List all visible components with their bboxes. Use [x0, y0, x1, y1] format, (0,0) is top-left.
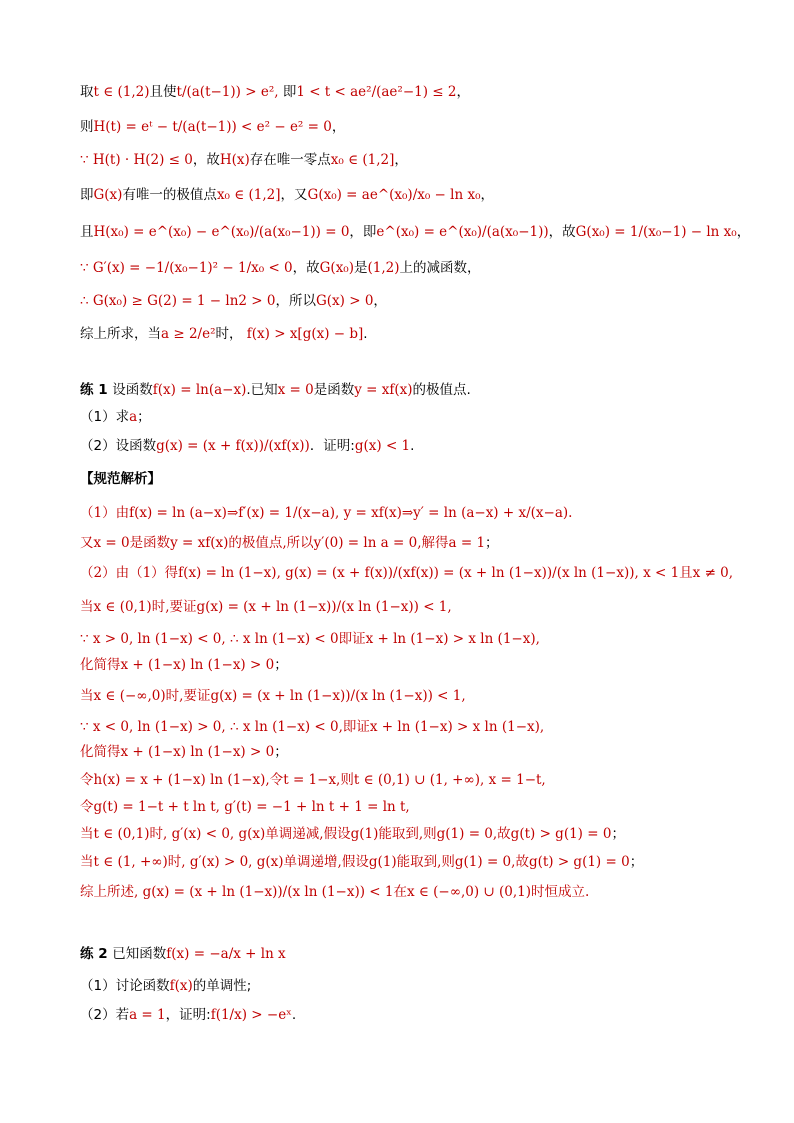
- text-run: ；: [274, 657, 288, 673]
- math-run: g(x) = (x + f(x))/(xf(x)): [156, 438, 310, 454]
- math-run: 令h(x) = x + (1−x) ln (1−x),令t = 1−x,则t ∈ (0,1) ∪ (1, +∞), x = 1−t,: [80, 772, 546, 788]
- exercise1-solution-8: [80, 717, 544, 737]
- text-run: ，: [394, 152, 408, 168]
- solution-line-3: [80, 150, 408, 170]
- exercise1-solution-3: [80, 563, 733, 583]
- math-run: ∵ x < 0, ln (1−x) > 0, ∴ x ln (1−x) < 0,即证x + ln (1−x) > x ln (1−x),: [80, 719, 545, 735]
- text-run: ，: [736, 224, 751, 240]
- math-run: ∵ H(t) · H(2) ≤ 0: [80, 152, 193, 168]
- math-run: ∵ G′(x) = −1/(x₀−1)² − 1/x₀ < 0: [80, 260, 293, 276]
- text-run: ；: [274, 744, 288, 760]
- text-run: 且使: [149, 84, 177, 100]
- text-run: 设函数: [112, 382, 153, 398]
- text-run: ，所以: [275, 293, 316, 309]
- math-run: a = 1: [129, 1007, 166, 1023]
- exercise1-solution-12: [80, 824, 625, 844]
- math-run: G(x₀): [319, 260, 354, 276]
- text-run: 时，: [215, 326, 243, 342]
- math-run: （1）由: [80, 505, 130, 521]
- text-run: 是: [353, 260, 368, 276]
- math-run: f(x) > x[g(x) − b]: [242, 326, 364, 342]
- text-run: ；: [485, 535, 499, 551]
- text-run: 有唯一的极值点: [122, 187, 217, 203]
- math-run: H(t) = eᵗ − t/(a(t−1)) < e² − e² = 0: [93, 119, 332, 135]
- text-run: ．证明:: [309, 438, 355, 454]
- exercise1-question-2: [80, 436, 414, 456]
- text-run: ；: [137, 409, 151, 425]
- text-run: .: [291, 1007, 297, 1023]
- math-run: 当x ∈ (−∞,0)时,要证g(x) = (x + ln (1−x))/(x ln (1−x)) < 1,: [80, 688, 466, 704]
- text-run: ，又: [280, 187, 308, 203]
- math-run: G(x) > 0: [316, 293, 374, 309]
- math-run: G(x): [93, 187, 123, 203]
- text-run: ，故: [548, 224, 576, 240]
- math-run: H(x): [219, 152, 250, 168]
- text-run: ；: [611, 826, 625, 842]
- text-run: 存在唯一零点: [249, 152, 331, 168]
- solution-line-1: [80, 82, 470, 102]
- math-run: t ∈ (1,2): [93, 84, 150, 100]
- text-run: 即: [80, 187, 94, 203]
- math-run: G(x₀) = ae^(x₀)/x₀ − ln x₀: [307, 187, 481, 203]
- text-run: 综上所求，当: [80, 326, 161, 342]
- math-run: G(x₀) = 1/(x₀−1) − ln x₀: [575, 224, 737, 240]
- text-run: ，故: [292, 260, 320, 276]
- math-run: 当x ∈ (0,1)时,要证g(x) = (x + ln (1−x))/(x ln (1−x)) < 1,: [80, 599, 452, 615]
- math-run: f(x) = −a/x + ln x: [166, 946, 286, 962]
- exercise1-solution-13: [80, 852, 643, 872]
- text-run: ，: [373, 293, 387, 309]
- solution-line-5: [80, 222, 750, 242]
- exercise1-solution-5: [80, 629, 540, 649]
- math-run: 化简得x + (1−x) ln (1−x) > 0: [80, 744, 275, 760]
- math-run: x₀ ∈ (1,2]: [216, 187, 281, 203]
- math-run: 令g(t) = 1−t + t ln t, g′(t) = −1 + ln t + 1 = ln t,: [80, 799, 410, 815]
- math-run: ∴ G(x₀) ≥ G(2) = 1 − ln2 > 0: [80, 293, 276, 309]
- math-run: 当t ∈ (0,1)时, g′(x) < 0, g(x)单调递减,假设g(1)能取到,则g(1) = 0,故g(t) > g(1) = 0: [80, 826, 612, 842]
- exercise1-solution-1: [80, 503, 572, 523]
- math-run: x₀ ∈ (1,2]: [330, 152, 395, 168]
- text-run: ，: [480, 187, 494, 203]
- text-run: 练 1: [80, 382, 113, 398]
- text-run: .: [363, 326, 368, 342]
- text-run: .已知: [246, 382, 278, 398]
- math-run: g(x) < 1: [354, 438, 411, 454]
- exercise1-solution-10: [80, 770, 546, 790]
- exercise1-solution-9: [80, 742, 288, 762]
- math-run: a: [129, 409, 138, 425]
- text-run: 练 2: [80, 946, 113, 962]
- math-run: 综上所述, g(x) = (x + ln (1−x))/(x ln (1−x)) < 1在x ∈ (−∞,0) ∪ (0,1)时恒成立.: [80, 884, 590, 900]
- math-run: x = 0: [277, 382, 314, 398]
- text-run: ，即: [349, 224, 377, 240]
- text-run: （2）若: [80, 1007, 130, 1023]
- exercise2-question-1: [80, 976, 251, 996]
- math-run: e^(x₀) = e^(x₀)/(a(x₀−1)): [376, 224, 549, 240]
- exercise1-title: [80, 380, 471, 400]
- text-run: 则: [80, 119, 94, 135]
- solution-line-2: [80, 117, 345, 137]
- solution-line-6: [80, 258, 481, 278]
- math-run: 化简得x + (1−x) ln (1−x) > 0: [80, 657, 275, 673]
- text-run: 已知函数: [112, 946, 167, 962]
- exercise1-solution-6: [80, 655, 288, 675]
- text-run: ，: [456, 84, 470, 100]
- math-run: f(1/x) > −eˣ: [210, 1007, 292, 1023]
- math-run: (1,2): [367, 260, 400, 276]
- exercise1-solution-4: [80, 597, 452, 617]
- math-run: a ≥ 2/e²: [161, 326, 216, 342]
- text-run: 是函数: [313, 382, 355, 398]
- text-run: （1）讨论函数: [80, 978, 170, 994]
- exercise1-solution-11: [80, 797, 410, 817]
- text-run: ，证明:: [165, 1007, 211, 1023]
- exercise1-question-1: [80, 407, 151, 427]
- solution-line-8: [80, 324, 368, 344]
- exercise1-heading: 【规范解析】: [80, 471, 161, 487]
- text-run: （1）求: [80, 409, 130, 425]
- text-run: 取: [80, 84, 94, 100]
- text-run: 的极值点.: [412, 382, 471, 398]
- math-run: （2）由（1）得f(x) = ln (1−x), g(x) = (x + f(x))/(xf(x)) = (x + ln (1−x))/(x ln (1−x)), x < 1且x ≠ 0,: [80, 565, 734, 581]
- text-run: ，故: [192, 152, 220, 168]
- math-run: y = xf(x): [354, 382, 413, 398]
- math-run: f(x) = ln(a−x): [152, 382, 247, 398]
- math-run: ∵ x > 0, ln (1−x) < 0, ∴ x ln (1−x) < 0即证x + ln (1−x) > x ln (1−x),: [80, 631, 540, 647]
- exercise1-solution-7: [80, 686, 466, 706]
- math-run: f(x) = ln (a−x)⇒f′(x) = 1/(x−a), y = xf(x)⇒y′ = ln (a−x) + x/(x−a): [129, 505, 569, 521]
- solution-line-7: [80, 291, 387, 311]
- text-run: 即: [282, 84, 297, 100]
- text-run: 且: [80, 224, 94, 240]
- exercise1-solution-14: [80, 882, 589, 902]
- math-run: t/(a(t−1)) > e²,: [176, 84, 283, 100]
- math-run: f(x): [169, 978, 193, 994]
- math-run: 当t ∈ (1, +∞)时, g′(x) > 0, g(x)单调递增,假设g(1)能取到,则g(1) = 0,故g(t) > g(1) = 0: [80, 854, 630, 870]
- text-run: 的单调性;: [192, 978, 252, 994]
- text-run: （2）设函数: [80, 438, 157, 454]
- math-run: 又x = 0是函数y = xf(x)的极值点,所以y′(0) = ln a = 0,解得a = 1: [80, 535, 486, 551]
- math-run: .: [568, 505, 573, 521]
- exercise1-solution-2: [80, 533, 499, 553]
- exercise2-question-2: [80, 1005, 296, 1025]
- math-run: 1 < t < ae²/(ae²−1) ≤ 2: [296, 84, 457, 100]
- text-run: ，: [331, 119, 346, 135]
- exercise2-title: [80, 944, 286, 964]
- solution-line-4: [80, 185, 494, 205]
- text-run: 上的减函数，: [399, 260, 481, 276]
- math-run: H(x₀) = e^(x₀) − e^(x₀)/(a(x₀−1)) = 0: [93, 224, 350, 240]
- text-run: ；: [629, 854, 644, 870]
- text-run: .: [410, 438, 415, 454]
